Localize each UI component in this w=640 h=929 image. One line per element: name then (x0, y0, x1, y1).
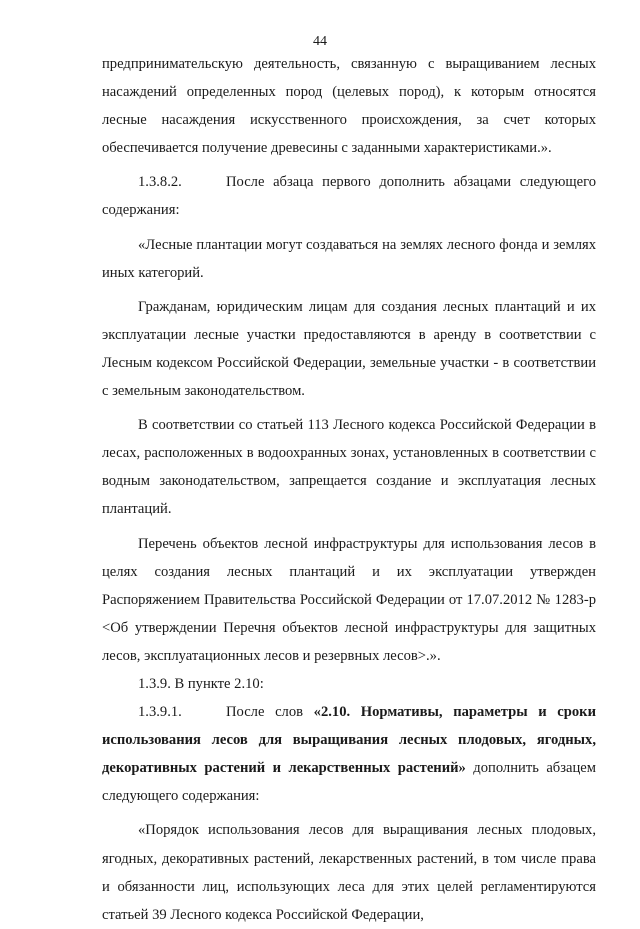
paragraph-item-1-3-9-1 (102, 698, 596, 810)
paragraph-text-before: После слов (226, 704, 314, 721)
paragraph-text: После абзаца первого дополнить абзацами следующего содержания: (102, 174, 596, 219)
item-number: 1.3.8.2. (138, 174, 182, 191)
paragraph-item-1-3-9: 1.3.9. В пункте 2.10: (138, 675, 264, 692)
paragraph-procedure: «Порядок использования лесов для выращивания лесных плодовых, ягодных, декоративных растений, лекарственных растений, в том числе права и обязанности лиц, использующих леса для этих целей регламентируются статьей 39 Лесного кодекса Российской Федерации, (102, 822, 596, 923)
page-number: 44 (313, 34, 327, 49)
paragraph-item-1-3-8-2 (102, 168, 596, 224)
paragraph-quoted-heading: «2.10. Нормативы, параметры и сроки использования лесов для выращивания лесных плодовых, ягодных, декоративных растений и лекарственных растений» (102, 704, 596, 777)
document-body (102, 50, 596, 929)
paragraph-infrastructure-list: Перечень объектов лесной инфраструктуры для использования лесов в целях создания лесных плантаций и их эксплуатации утвержден Распоряжением Правительства Российской Федерации от 17.07.2012 № 1283-р <Об утверждении Перечня объектов лесной инфраструктуры для защитных лесов, эксплуатационных лесов и резервных лесов>.». (102, 535, 596, 664)
item-number: 1.3.9.1. (138, 704, 182, 721)
paragraph-plantations-lands: «Лесные плантации могут создаваться на землях лесного фонда и землях иных категорий. (102, 236, 596, 281)
paragraph-lease: Гражданам, юридическим лицам для создания лесных плантаций и их эксплуатации лесные участки предоставляются в аренду в соответствии с Лесным кодексом Российской Федерации, земельные участки - в соответствии с земельным законодательством. (102, 298, 596, 400)
paragraph-text-after: дополнить абзацем следующего содержания: (102, 760, 596, 805)
paragraph-article-113: В соответствии со статьей 113 Лесного кодекса Российской Федерации в лесах, расположенных в водоохранных зонах, установленных в соответствии с водным законодательством, запрещается создание и эксплуатация лесных плантаций. (102, 417, 596, 518)
paragraph-continuation: предпринимательскую деятельность, связанную с выращиванием лесных насаждений определенных пород (целевых пород), к которым относятся лесные насаждения искусственного происхождения, за счет которых обеспечивается получение древесины с заданными характеристиками.». (102, 56, 596, 157)
